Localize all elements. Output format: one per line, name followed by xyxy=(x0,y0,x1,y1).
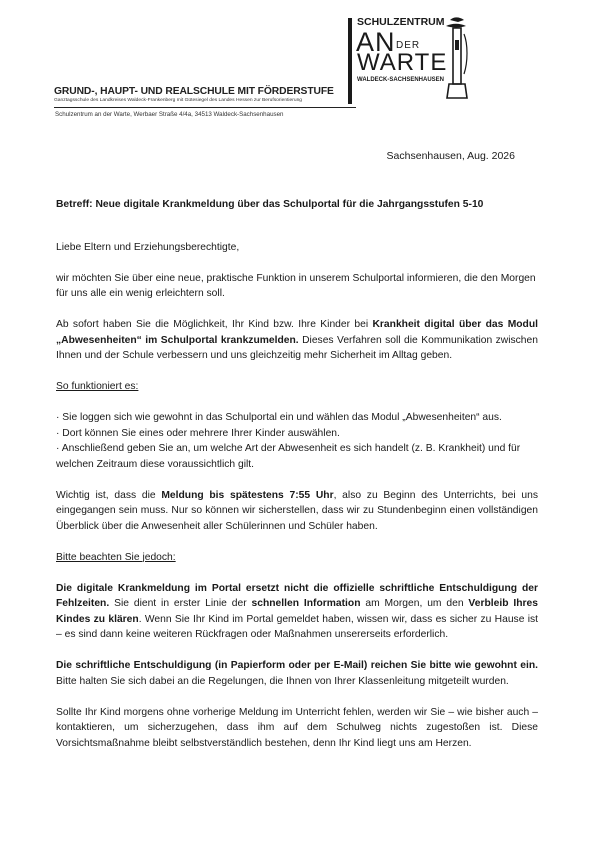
step-2: · Dort können Sie eines oder mehrere Ihrer Kinder auswählen. xyxy=(56,427,340,439)
logo-warte-text: WARTE xyxy=(357,49,448,76)
paragraph-deadline xyxy=(56,488,538,535)
step-1: · Sie loggen sich wie gewohnt in das Schulportal ein und wählen das Modul „Abwesenheiten“ aus. xyxy=(56,412,502,423)
paragraph-excuse xyxy=(56,581,538,643)
school-subtitle: Ganztagsschule des Landkreises Waldeck-Frankenberg mit Gütesiegel des Landes Hessen zur Berufsorientierung xyxy=(54,98,303,103)
paragraph-written-excuse xyxy=(56,658,538,689)
header-divider xyxy=(54,107,356,108)
logo-location-text: WALDECK-SACHSENHAUSEN xyxy=(357,77,445,83)
paragraph-module xyxy=(56,317,538,364)
greeting: Liebe Eltern und Erziehungsberechtigte, xyxy=(56,241,240,253)
p4-text-bold: Meldung bis spätestens 7:55 Uhr xyxy=(161,489,334,501)
step-3: · Anschließend geben Sie an, um welche Art der Abwesenheit es sich handelt (z. B. Krankheit) und für welchen Zeitraum diese voraussichtlich gilt. xyxy=(56,443,521,470)
how-it-works-heading: So funktioniert es: xyxy=(56,381,139,392)
p6-text-bold: Die schriftliche Entschuldigung (in Papierform oder per E-Mail) reichen Sie bitte wie gewohnt ein. xyxy=(56,660,538,671)
p5-text-bold-c: schnellen Information xyxy=(251,598,361,609)
note-heading: Bitte beachten Sie jedoch: xyxy=(56,551,176,563)
p5-text-bold-a: Die digitale Krankmeldung im Portal ersetzt nicht die offizielle schriftliche Entschuldigung der Fehlzeiten. xyxy=(56,582,538,609)
letter-subject: Betreff: Neue digitale Krankmeldung über das Schulportal für die Jahrgangsstufen 5-10 xyxy=(56,199,484,210)
tower-figure-icon xyxy=(444,14,474,104)
logo-an-text: AN xyxy=(356,27,396,57)
p2-text-bold: Krankheit digital über das Modul „Abwesenheiten“ im Schulportal krankzumelden. xyxy=(56,319,538,346)
intro-paragraph: wir möchten Sie über eine neue, praktische Funktion in unserem Schulportal informieren, die den Morgen für uns alle ein wenig erleichtern soll. xyxy=(56,272,536,299)
p4-text-a: Wichtig ist, dass die xyxy=(56,489,162,501)
school-address: Schulzentrum an der Warte, Werbaer Straße 4/4a, 34513 Waldeck-Sachsenhausen xyxy=(55,111,284,118)
p5-text-f: . Wenn Sie Ihr Kind im Portal gemeldet haben, wissen wir, dass es sicher zu Hause ist – es sind dann keine weiteren Rückfragen oder Maßnahmen unsererseits erforderlich. xyxy=(56,613,539,640)
p4-text-c: , also zu Beginn des Unterrichts, bei uns eingegangen sein muss. Nur so können wir sicherstellen, dass wir zu Stundenbeginn einen vollständigen Überblick über die Anwesenheit aller Schülerinnen und Schüler haben. xyxy=(56,489,538,532)
paragraph-contact: Sollte Ihr Kind morgens ohne vorherige Meldung im Unterricht fehlen, werden wir Sie – wie bisher auch – kontaktieren, um sicherzugehen, dass ihm auf dem Schulweg nichts zugestoßen ist. Diese Vorsichtsmaßnahme bleibt selbstverständlich bestehen, denn Ihr Kind liegt uns am Herzen. xyxy=(56,706,538,749)
p2-text-c: Dieses Verfahren soll die Kommunikation zwischen Ihnen und der Schule verbessern und uns gleichzeitig mehr Sicherheit im Alltag geben. xyxy=(56,334,538,361)
school-logo xyxy=(348,14,478,104)
logo-top-text: SCHULZENTRUM xyxy=(357,16,445,28)
p2-text-a: Ab sofort haben Sie die Möglichkeit, Ihr Kind bzw. Ihre Kinder bei xyxy=(56,319,373,330)
letterhead xyxy=(54,86,354,103)
p5-text-d: am Morgen, um den xyxy=(360,598,469,609)
school-title: GRUND-, HAUPT- UND REALSCHULE MIT FÖRDERSTUFE xyxy=(54,86,334,97)
p5-text-b: Sie dient in erster Linie der xyxy=(109,598,252,609)
p5-text-bold-e: Verbleib Ihres Kindes zu klären xyxy=(56,598,538,625)
p6-text-b: Bitte halten Sie sich dabei an die Regelungen, die Ihnen von Ihrer Klassenleitung mitgeteilt wurden. xyxy=(56,675,509,687)
logo-der-text: DER xyxy=(396,40,421,51)
letter-date: Sachsenhausen, Aug. 2026 xyxy=(386,150,515,162)
logo-bar xyxy=(348,18,352,104)
letter-body xyxy=(56,197,538,751)
